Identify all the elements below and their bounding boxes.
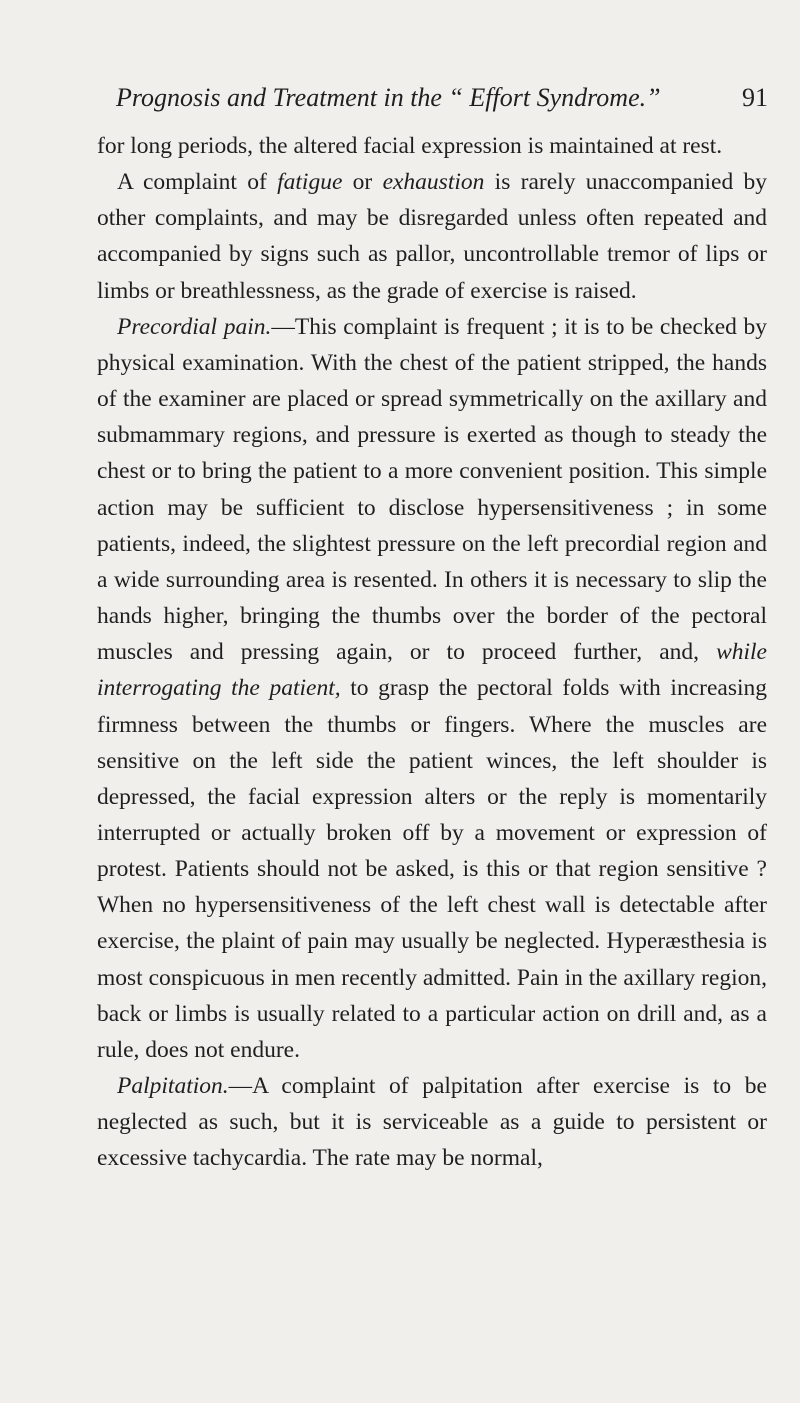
paragraph-continuation: [97, 128, 767, 164]
italic-term-exhaustion: exhaustion: [382, 169, 485, 196]
paragraph-fatigue: [97, 164, 767, 309]
text-segment: for long periods, the altered facial expression is maintained at rest.: [97, 133, 723, 159]
section-heading-palpitation: Palpitation.: [117, 1073, 229, 1100]
text-segment: A complaint of: [117, 169, 278, 196]
italic-term-fatigue: fatigue: [277, 169, 343, 196]
body-text: [97, 128, 767, 1177]
book-page: [97, 78, 767, 1177]
text-segment: is rarely unaccompanied by other complaints, and may be disregarded unless often repeated and accompanied by signs such as pallor, uncontrollable tremor of lips or limbs or breathlessness, as the grade of exercise is raised.: [97, 169, 767, 304]
text-segment: —This complaint is frequent ; it is to be checked by physical examination. With the chest of the patient stripped, the hands of the examiner are placed or spread symmetrically on the axillary and submammary regions, and pressure is exerted as though to steady the chest or to bring the patient to a more convenient position. This simple action may be sufficient to disclose hypersensitiveness ; in some patients, indeed, the slightest pressure on the left precordial region and a wide surrounding area is resented. In others it is necessary to slip the hands higher, bringing the thumbs over the border of the pectoral muscles and pressing again, or to proceed further, and,: [97, 313, 767, 666]
page-number: 91: [742, 83, 768, 112]
text-segment: —A complaint of palpitation after exercise is to be neglected as such, but it is serviceable as a guide to persistent or excessive tachycardia. The rate may be normal,: [97, 1073, 767, 1172]
paragraph-palpitation: [97, 1068, 767, 1176]
running-header: [97, 78, 767, 118]
section-heading-precordial-pain: Precordial pain.: [117, 313, 272, 340]
text-segment: or: [342, 169, 383, 196]
paragraph-precordial-pain: [97, 309, 767, 1068]
text-segment: to grasp the pectoral folds with increasing firmness between the thumbs or fingers. Where the muscles are sensitive on the left side the patient winces, the left shoulder is depressed, the facial expression alters or the reply is momentarily interrupted or actually broken off by a movement or expression of protest. Patients should not be asked, is this or that region sensitive ? When no hypersensitiveness of the left chest wall is detectable after exercise, the plaint of pain may usually be neglected. Hyperæsthesia is most conspicuous in men recently admitted. Pain in the axillary region, back or limbs is usually related to a particular action on drill and, as a rule, does not endure.: [97, 675, 767, 1063]
italic-phrase: while interrogating the patient,: [97, 639, 767, 702]
running-title: Prognosis and Treatment in the “ Effort Syndrome.”: [116, 83, 661, 112]
